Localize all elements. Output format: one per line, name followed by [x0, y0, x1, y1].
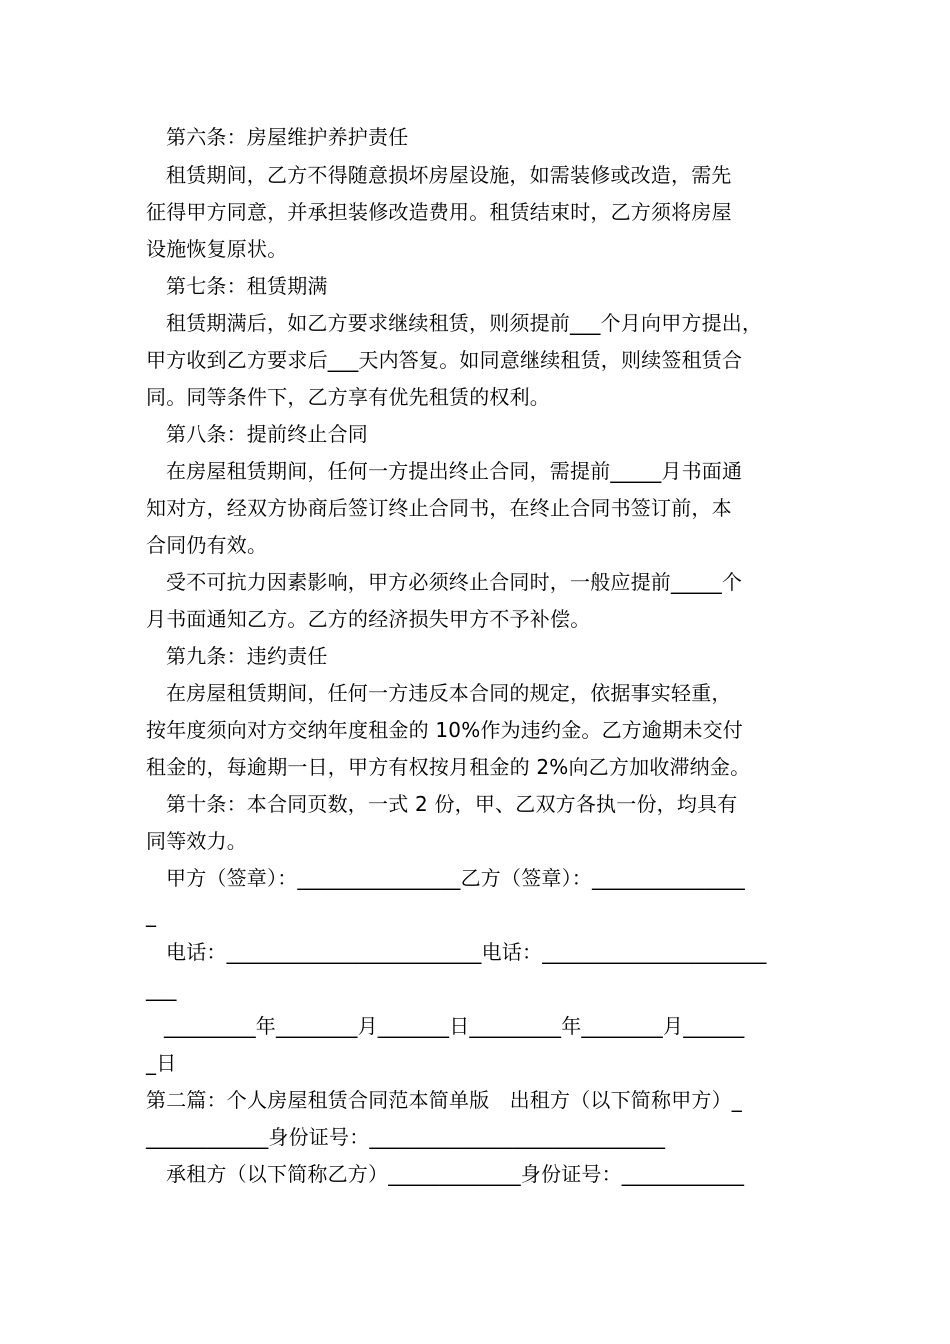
article-7-heading: 第七条：租赁期满: [166, 274, 328, 298]
paragraph-line: 设施恢复原状。: [146, 237, 288, 261]
article-9-heading: 第九条：违约责任: [166, 644, 328, 668]
lessor-id-line: ____________身份证号：_____________________________: [146, 1125, 666, 1149]
article-8-heading: 第八条：提前终止合同: [166, 422, 368, 446]
paragraph-line: 知对方，经双方协商后签订终止合同书，在终止合同书签订前，本: [146, 496, 732, 520]
paragraph-line: 月书面通知乙方。乙方的经济损失甲方不予补偿。: [146, 607, 591, 631]
phone-line: 电话：_________________________电话：______________________: [166, 940, 767, 964]
paragraph-line: 在房屋租赁期间，任何一方提出终止合同，需提前_____月书面通: [166, 459, 743, 483]
signature-line-wrap: _: [146, 903, 157, 927]
paragraph-line: 租金的，每逾期一日，甲方有权按月租金的 2%向乙方加收滞纳金。: [146, 755, 751, 779]
paragraph-line: 租赁期间，乙方不得随意损坏房屋设施，如需装修或改造，需先: [166, 163, 732, 187]
article-6-heading: 第六条：房屋维护养护责任: [166, 125, 409, 149]
paragraph-line: 同。同等条件下，乙方享有优先租赁的权利。: [146, 385, 550, 409]
paragraph-line: 征得甲方同意，并承担装修改造费用。租赁结束时，乙方须将房屋: [146, 200, 732, 224]
lessee-line: 承租方（以下简称乙方）_____________身份证号：____________: [166, 1162, 745, 1186]
article-10-line: 第十条：本合同页数，一式 2 份，甲、乙双方各执一份，均具有: [166, 792, 738, 816]
paragraph-line: 在房屋租赁期间，任何一方违反本合同的规定，依据事实轻重，: [166, 681, 732, 705]
signature-line: 甲方（签章）：________________乙方（签章）：_______________: [166, 866, 745, 890]
date-line-wrap: _日: [146, 1051, 177, 1075]
paragraph-line: 受不可抗力因素影响，甲方必须终止合同时，一般应提前_____个: [166, 570, 743, 594]
paragraph-line: 合同仍有效。: [146, 533, 268, 557]
phone-line-wrap: ___: [146, 977, 177, 1001]
date-line: _________年________月_______日_________年________月______: [164, 1014, 745, 1038]
paragraph-line: 按年度须向对方交纳年度租金的 10%作为违约金。乙方逾期未交付: [146, 718, 744, 742]
paragraph-line: 同等效力。: [146, 829, 247, 853]
paragraph-line: 租赁期满后，如乙方要求继续租赁，则须提前___个月向甲方提出，: [166, 311, 763, 335]
paragraph-line: 甲方收到乙方要求后___天内答复。如同意继续租赁，则续签租赁合: [146, 348, 743, 372]
part-two-heading: 第二篇：个人房屋租赁合同范本简单版 出租方（以下简称甲方）_: [146, 1088, 742, 1112]
